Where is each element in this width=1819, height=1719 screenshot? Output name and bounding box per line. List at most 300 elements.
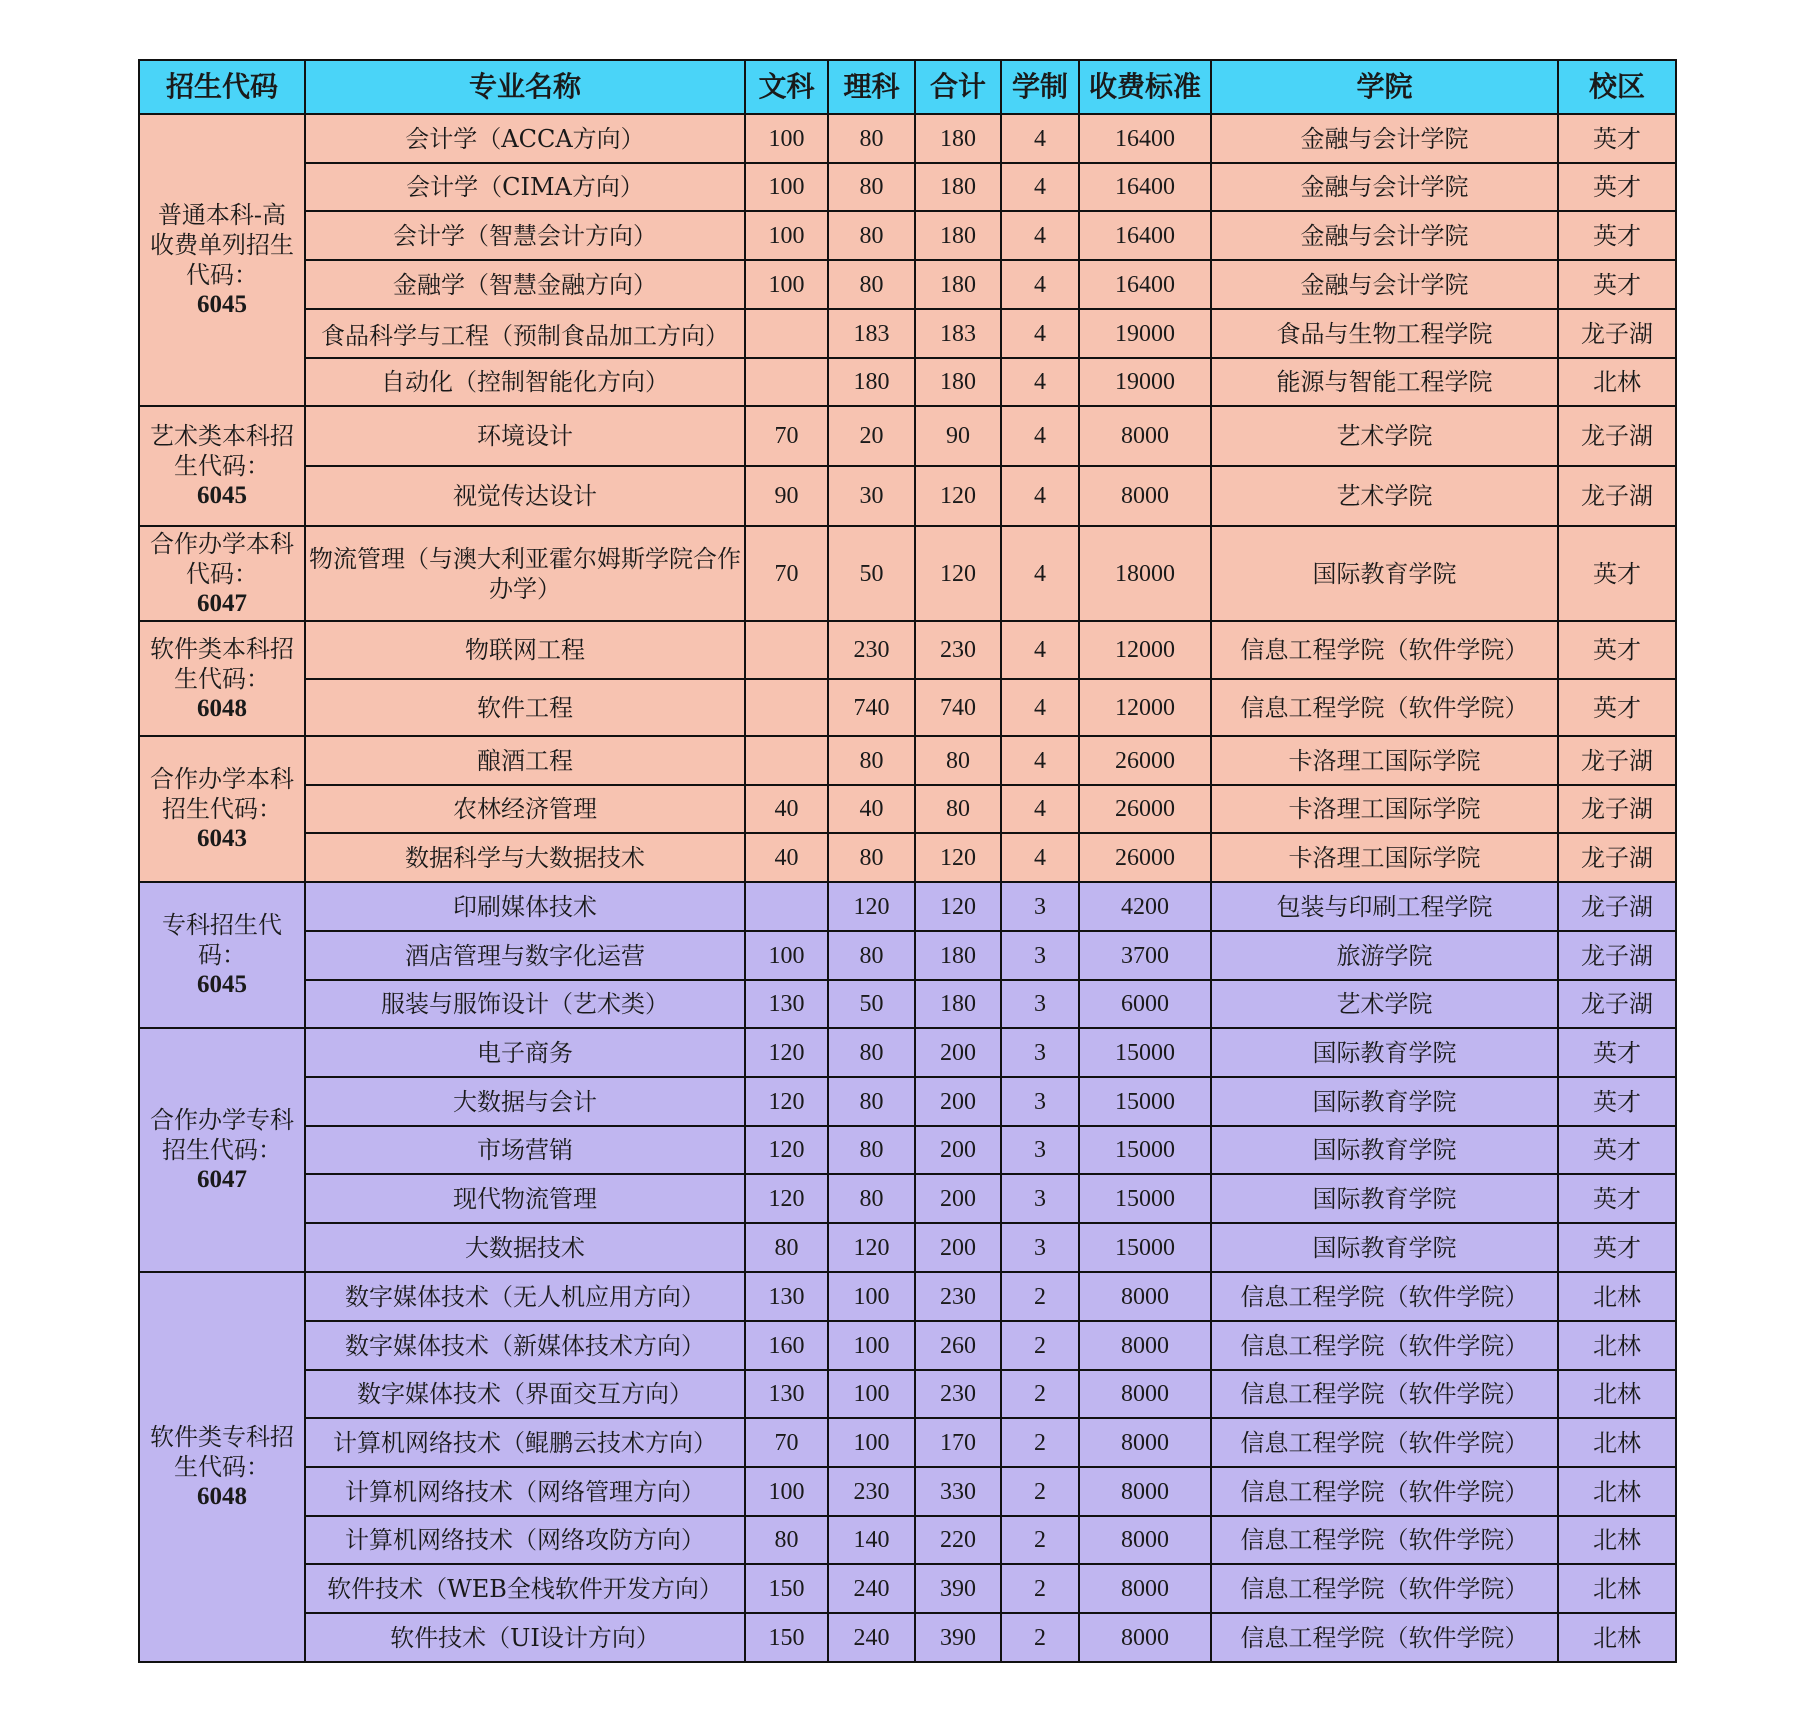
college: 信息工程学院（软件学院） <box>1240 1428 1529 1457</box>
campus: 北林 <box>1593 1331 1641 1360</box>
total-quota: 740 <box>940 694 976 721</box>
campus: 英才 <box>1593 173 1641 201</box>
major-name: 数字媒体技术（界面交互方向） <box>357 1380 693 1408</box>
college: 信息工程学院（软件学院） <box>1240 693 1529 722</box>
enrollment-code-value: 6043 <box>197 825 247 852</box>
tuition-cell <box>1079 736 1211 785</box>
liberal-arts-quota: 70 <box>774 423 799 449</box>
duration: 2 <box>1034 1624 1046 1651</box>
campus-cell <box>1558 1077 1676 1126</box>
science-quota: 80 <box>859 942 884 969</box>
major-name-cell <box>305 1613 745 1662</box>
enrollment-code-value: 6048 <box>197 1483 247 1510</box>
duration-cell <box>1001 211 1079 260</box>
enrollment-code-label: 招生代码： <box>162 1136 282 1164</box>
total-quota-cell <box>915 736 1001 785</box>
total-quota-cell <box>915 1516 1001 1564</box>
enrollment-code-cell <box>139 882 305 1028</box>
tuition: 15000 <box>1115 1039 1175 1066</box>
total-quota-cell <box>915 931 1001 980</box>
duration-cell <box>1001 1467 1079 1516</box>
enrollment-code-label: 合作办学本科 <box>150 529 294 558</box>
campus: 北林 <box>1593 1380 1641 1408</box>
college-cell <box>1211 1613 1558 1662</box>
college: 国际教育学院 <box>1312 1233 1457 1262</box>
duration-cell <box>1001 1418 1079 1467</box>
total-quota-cell <box>915 260 1001 309</box>
college: 能源与智能工程学院 <box>1276 368 1493 396</box>
science-quota: 100 <box>853 1332 890 1359</box>
enrollment-code-label: 招生代码： <box>162 795 282 823</box>
duration: 3 <box>1034 893 1046 920</box>
duration-cell <box>1001 1321 1079 1370</box>
liberal-arts-quota-cell <box>745 406 828 466</box>
duration: 4 <box>1034 320 1046 347</box>
liberal-arts-quota-cell <box>745 833 828 882</box>
campus: 北林 <box>1593 368 1641 396</box>
tuition-cell <box>1079 980 1211 1028</box>
college: 艺术学院 <box>1336 422 1433 450</box>
total-quota: 120 <box>940 893 976 920</box>
science-quota-cell <box>828 1613 915 1662</box>
total-quota-cell <box>915 1418 1001 1467</box>
liberal-arts-quota: 120 <box>768 1088 805 1115</box>
table-row <box>139 309 1676 358</box>
college: 包装与印刷工程学院 <box>1276 892 1493 921</box>
duration: 2 <box>1034 1381 1046 1407</box>
tuition-cell <box>1079 1028 1211 1077</box>
enrollment-code-cell <box>139 526 305 621</box>
header-college: 学院 <box>1211 60 1558 114</box>
liberal-arts-quota-cell <box>745 1028 828 1077</box>
duration-cell <box>1001 1174 1079 1223</box>
total-quota: 180 <box>940 271 976 298</box>
science-quota-cell <box>828 1516 915 1564</box>
total-quota: 230 <box>940 637 976 663</box>
science-quota-cell <box>828 163 915 211</box>
duration: 4 <box>1034 560 1046 587</box>
tuition: 8000 <box>1121 483 1169 509</box>
liberal-arts-quota-cell <box>745 1516 828 1564</box>
liberal-arts-quota-cell <box>745 309 828 358</box>
science-quota-cell <box>828 1077 915 1126</box>
science-quota-cell <box>828 1223 915 1272</box>
campus-cell <box>1558 1272 1676 1321</box>
tuition-cell <box>1079 1564 1211 1613</box>
major-name: 酒店管理与数字化运营 <box>405 941 645 970</box>
campus: 北林 <box>1593 1574 1641 1603</box>
science-quota: 230 <box>853 1478 890 1505</box>
major-name-cell <box>305 526 745 621</box>
total-quota: 390 <box>940 1575 976 1602</box>
college: 金融与会计学院 <box>1300 270 1469 299</box>
campus-cell <box>1558 931 1676 980</box>
college: 艺术学院 <box>1336 482 1433 510</box>
table-row <box>139 1467 1676 1516</box>
science-quota: 80 <box>859 1137 884 1163</box>
tuition-cell <box>1079 211 1211 260</box>
college-cell <box>1211 1077 1558 1126</box>
total-quota: 120 <box>940 560 976 587</box>
tuition: 19000 <box>1115 320 1175 347</box>
major-name: 食品科学与工程（预制食品加工方向） <box>321 321 729 350</box>
college-cell <box>1211 163 1558 211</box>
total-quota-cell <box>915 1272 1001 1321</box>
duration: 4 <box>1034 747 1046 774</box>
table-row <box>139 260 1676 309</box>
college-cell <box>1211 621 1558 679</box>
college-cell <box>1211 406 1558 466</box>
science-quota: 740 <box>853 694 890 721</box>
college: 艺术学院 <box>1336 990 1433 1018</box>
duration-cell <box>1001 1370 1079 1418</box>
tuition: 15000 <box>1115 1234 1175 1261</box>
total-quota-cell <box>915 1467 1001 1516</box>
table-row <box>139 1174 1676 1223</box>
duration-cell <box>1001 882 1079 931</box>
college: 信息工程学院（软件学院） <box>1240 1574 1529 1603</box>
duration: 3 <box>1034 1234 1046 1261</box>
total-quota: 90 <box>946 423 970 449</box>
science-quota-cell <box>828 931 915 980</box>
duration: 4 <box>1034 637 1046 663</box>
enrollment-code-label: 软件类本科招 <box>150 634 294 663</box>
enrollment-code-label: 代码： <box>186 559 258 588</box>
tuition-cell <box>1079 358 1211 406</box>
science-quota-cell <box>828 260 915 309</box>
tuition-cell <box>1079 1321 1211 1370</box>
liberal-arts-quota: 80 <box>774 1527 799 1553</box>
science-quota-cell <box>828 406 915 466</box>
major-name-cell <box>305 1223 745 1272</box>
college-cell <box>1211 1126 1558 1174</box>
duration-cell <box>1001 526 1079 621</box>
major-name-cell <box>305 1370 745 1418</box>
liberal-arts-quota: 130 <box>768 991 805 1017</box>
major-name-cell <box>305 1028 745 1077</box>
major-name: 物联网工程 <box>465 636 585 664</box>
campus-cell <box>1558 882 1676 931</box>
liberal-arts-quota: 100 <box>768 271 805 298</box>
campus: 龙子湖 <box>1581 482 1653 510</box>
major-name: 计算机网络技术（网络管理方向） <box>345 1477 705 1506</box>
major-name: 自动化（控制智能化方向） <box>381 368 669 396</box>
tuition: 8000 <box>1121 423 1169 449</box>
major-name-cell <box>305 736 745 785</box>
duration: 4 <box>1034 369 1046 395</box>
total-quota-cell <box>915 785 1001 833</box>
tuition-cell <box>1079 1370 1211 1418</box>
campus-cell <box>1558 1370 1676 1418</box>
liberal-arts-quota: 70 <box>774 560 799 587</box>
campus: 龙子湖 <box>1581 843 1653 872</box>
major-name: 市场营销 <box>477 1136 573 1164</box>
total-quota-cell <box>915 882 1001 931</box>
science-quota: 80 <box>859 222 884 249</box>
campus-cell <box>1558 621 1676 679</box>
liberal-arts-quota-cell <box>745 785 828 833</box>
duration: 4 <box>1034 796 1046 822</box>
college: 信息工程学院（软件学院） <box>1240 636 1529 664</box>
duration-cell <box>1001 406 1079 466</box>
college: 食品与生物工程学院 <box>1276 319 1493 348</box>
major-name: 数字媒体技术（新媒体技术方向） <box>345 1331 705 1360</box>
duration: 2 <box>1034 1527 1046 1553</box>
major-name-cell <box>305 980 745 1028</box>
major-name-cell <box>305 785 745 833</box>
campus-cell <box>1558 736 1676 785</box>
science-quota-cell <box>828 882 915 931</box>
liberal-arts-quota: 70 <box>774 1429 799 1456</box>
college-cell <box>1211 679 1558 736</box>
science-quota-cell <box>828 1174 915 1223</box>
duration-cell <box>1001 466 1079 526</box>
liberal-arts-quota-cell <box>745 163 828 211</box>
science-quota: 100 <box>853 1381 890 1407</box>
campus: 英才 <box>1593 1184 1641 1213</box>
campus-cell <box>1558 406 1676 466</box>
liberal-arts-quota-cell <box>745 1467 828 1516</box>
liberal-arts-quota-cell <box>745 114 828 163</box>
major-name: 数字媒体技术（无人机应用方向） <box>345 1282 705 1311</box>
major-name: 软件技术（UI设计方向） <box>390 1623 660 1652</box>
enrollment-code-label: 合作办学本科 <box>150 765 294 793</box>
table-row <box>139 931 1676 980</box>
college-cell <box>1211 309 1558 358</box>
major-name-cell <box>305 931 745 980</box>
science-quota-cell <box>828 1370 915 1418</box>
duration: 2 <box>1034 1478 1046 1505</box>
major-name: 数据科学与大数据技术 <box>405 843 645 872</box>
tuition-cell <box>1079 526 1211 621</box>
college: 信息工程学院（软件学院） <box>1240 1380 1529 1408</box>
major-name-cell <box>305 358 745 406</box>
enrollment-code-label: 专科招生代 <box>162 911 282 939</box>
duration: 2 <box>1034 1575 1046 1602</box>
science-quota: 180 <box>853 369 890 395</box>
table-row <box>139 980 1676 1028</box>
campus-cell <box>1558 679 1676 736</box>
liberal-arts-quota: 120 <box>768 1137 805 1163</box>
major-name-cell <box>305 1126 745 1174</box>
campus: 北林 <box>1593 1477 1641 1506</box>
table-row <box>139 358 1676 406</box>
major-name: 电子商务 <box>477 1038 573 1067</box>
major-name: 环境设计 <box>477 422 573 450</box>
college: 信息工程学院（软件学院） <box>1240 1526 1529 1554</box>
total-quota: 230 <box>940 1283 976 1310</box>
major-name-cell <box>305 406 745 466</box>
science-quota: 80 <box>859 1185 884 1212</box>
major-name: 大数据与会计 <box>453 1087 597 1116</box>
science-quota-cell <box>828 785 915 833</box>
science-quota-cell <box>828 1564 915 1613</box>
table-row <box>139 736 1676 785</box>
major-name-cell <box>305 1272 745 1321</box>
table-row <box>139 163 1676 211</box>
tuition-cell <box>1079 309 1211 358</box>
tuition: 6000 <box>1121 991 1169 1017</box>
header-campus: 校区 <box>1558 60 1676 114</box>
enrollment-code-label: 软件类专科招 <box>150 1423 294 1451</box>
tuition-cell <box>1079 1223 1211 1272</box>
campus-cell <box>1558 1223 1676 1272</box>
header-liberal-arts: 文科 <box>745 60 828 114</box>
campus: 龙子湖 <box>1581 795 1653 823</box>
table-row <box>139 466 1676 526</box>
tuition: 8000 <box>1121 1332 1169 1359</box>
science-quota-cell <box>828 736 915 785</box>
science-quota: 80 <box>859 1039 884 1066</box>
duration-cell <box>1001 260 1079 309</box>
science-quota: 100 <box>853 1283 890 1310</box>
tuition: 8000 <box>1121 1624 1169 1651</box>
enrollment-plan-table <box>138 59 1677 1663</box>
college-cell <box>1211 1223 1558 1272</box>
total-quota-cell <box>915 358 1001 406</box>
science-quota-cell <box>828 1126 915 1174</box>
enrollment-code-label: 生代码： <box>174 452 270 480</box>
enrollment-code-value: 6047 <box>197 1166 247 1193</box>
tuition-cell <box>1079 260 1211 309</box>
duration-cell <box>1001 980 1079 1028</box>
table-row <box>139 785 1676 833</box>
science-quota-cell <box>828 211 915 260</box>
total-quota: 183 <box>940 320 976 347</box>
enrollment-code-value: 6047 <box>197 589 247 617</box>
major-name-cell <box>305 211 745 260</box>
duration-cell <box>1001 679 1079 736</box>
duration: 4 <box>1034 271 1046 298</box>
table-row <box>139 621 1676 679</box>
enrollment-code-label: 生代码： <box>174 1453 270 1481</box>
campus: 龙子湖 <box>1581 892 1653 921</box>
major-name-cell <box>305 833 745 882</box>
table-row <box>139 679 1676 736</box>
total-quota: 80 <box>946 747 970 774</box>
total-quota: 330 <box>940 1478 976 1505</box>
header-row <box>139 60 1676 114</box>
duration-cell <box>1001 309 1079 358</box>
liberal-arts-quota: 90 <box>774 483 799 509</box>
college-cell <box>1211 1174 1558 1223</box>
tuition: 8000 <box>1121 1527 1169 1553</box>
science-quota: 80 <box>859 174 884 200</box>
liberal-arts-quota: 100 <box>768 1478 805 1505</box>
campus: 北林 <box>1593 1428 1641 1457</box>
major-name-cell <box>305 1321 745 1370</box>
duration: 4 <box>1034 694 1046 721</box>
campus-cell <box>1558 1126 1676 1174</box>
liberal-arts-quota: 40 <box>774 796 799 822</box>
total-quota-cell <box>915 679 1001 736</box>
college: 卡洛理工国际学院 <box>1288 746 1481 775</box>
liberal-arts-quota: 100 <box>768 125 805 152</box>
major-name-cell <box>305 882 745 931</box>
liberal-arts-quota-cell <box>745 466 828 526</box>
major-name-cell <box>305 1077 745 1126</box>
total-quota-cell <box>915 163 1001 211</box>
liberal-arts-quota-cell <box>745 1174 828 1223</box>
duration: 4 <box>1034 423 1046 449</box>
campus: 北林 <box>1593 1282 1641 1311</box>
college-cell <box>1211 1418 1558 1467</box>
table-row <box>139 1418 1676 1467</box>
enrollment-code-cell <box>139 621 305 736</box>
enrollment-code-cell <box>139 1028 305 1272</box>
liberal-arts-quota-cell <box>745 931 828 980</box>
science-quota: 50 <box>859 560 884 587</box>
college-cell <box>1211 1321 1558 1370</box>
tuition-cell <box>1079 466 1211 526</box>
table-row <box>139 1223 1676 1272</box>
science-quota-cell <box>828 466 915 526</box>
header-enrollment-code: 招生代码 <box>139 60 305 114</box>
liberal-arts-quota: 40 <box>774 844 799 871</box>
liberal-arts-quota-cell <box>745 621 828 679</box>
tuition-cell <box>1079 679 1211 736</box>
table-row <box>139 114 1676 163</box>
tuition: 15000 <box>1115 1088 1175 1115</box>
total-quota-cell <box>915 1564 1001 1613</box>
liberal-arts-quota-cell <box>745 1370 828 1418</box>
campus: 北林 <box>1593 1526 1641 1554</box>
total-quota-cell <box>915 980 1001 1028</box>
liberal-arts-quota: 100 <box>768 942 805 969</box>
total-quota: 180 <box>940 222 976 249</box>
college-cell <box>1211 980 1558 1028</box>
liberal-arts-quota-cell <box>745 736 828 785</box>
science-quota-cell <box>828 1321 915 1370</box>
duration-cell <box>1001 1223 1079 1272</box>
total-quota-cell <box>915 406 1001 466</box>
enrollment-code-label: 普通本科-高 <box>157 201 287 229</box>
header-total: 合计 <box>915 60 1001 114</box>
college-cell <box>1211 1516 1558 1564</box>
tuition-cell <box>1079 1418 1211 1467</box>
tuition: 26000 <box>1115 796 1175 822</box>
tuition-cell <box>1079 1516 1211 1564</box>
liberal-arts-quota-cell <box>745 1223 828 1272</box>
liberal-arts-quota: 130 <box>768 1381 805 1407</box>
total-quota: 200 <box>940 1039 976 1066</box>
science-quota-cell <box>828 309 915 358</box>
table-row <box>139 1564 1676 1613</box>
campus: 龙子湖 <box>1581 319 1653 348</box>
header-major-name: 专业名称 <box>305 60 745 114</box>
college: 金融与会计学院 <box>1300 221 1469 250</box>
campus: 英才 <box>1593 1087 1641 1116</box>
major-name: 金融学（智慧金融方向） <box>393 270 657 299</box>
total-quota: 390 <box>940 1624 976 1651</box>
college: 信息工程学院（软件学院） <box>1240 1477 1529 1506</box>
table-row <box>139 1126 1676 1174</box>
major-name: 现代物流管理 <box>453 1184 597 1213</box>
table-row <box>139 833 1676 882</box>
campus-cell <box>1558 260 1676 309</box>
tuition-cell <box>1079 833 1211 882</box>
liberal-arts-quota: 120 <box>768 1185 805 1212</box>
tuition: 8000 <box>1121 1575 1169 1602</box>
major-name: 服装与服饰设计（艺术类） <box>381 990 669 1018</box>
duration: 3 <box>1034 1039 1046 1066</box>
total-quota-cell <box>915 1077 1001 1126</box>
total-quota-cell <box>915 211 1001 260</box>
campus: 英才 <box>1593 270 1641 299</box>
science-quota-cell <box>828 1028 915 1077</box>
liberal-arts-quota-cell <box>745 526 828 621</box>
total-quota: 120 <box>940 844 976 871</box>
